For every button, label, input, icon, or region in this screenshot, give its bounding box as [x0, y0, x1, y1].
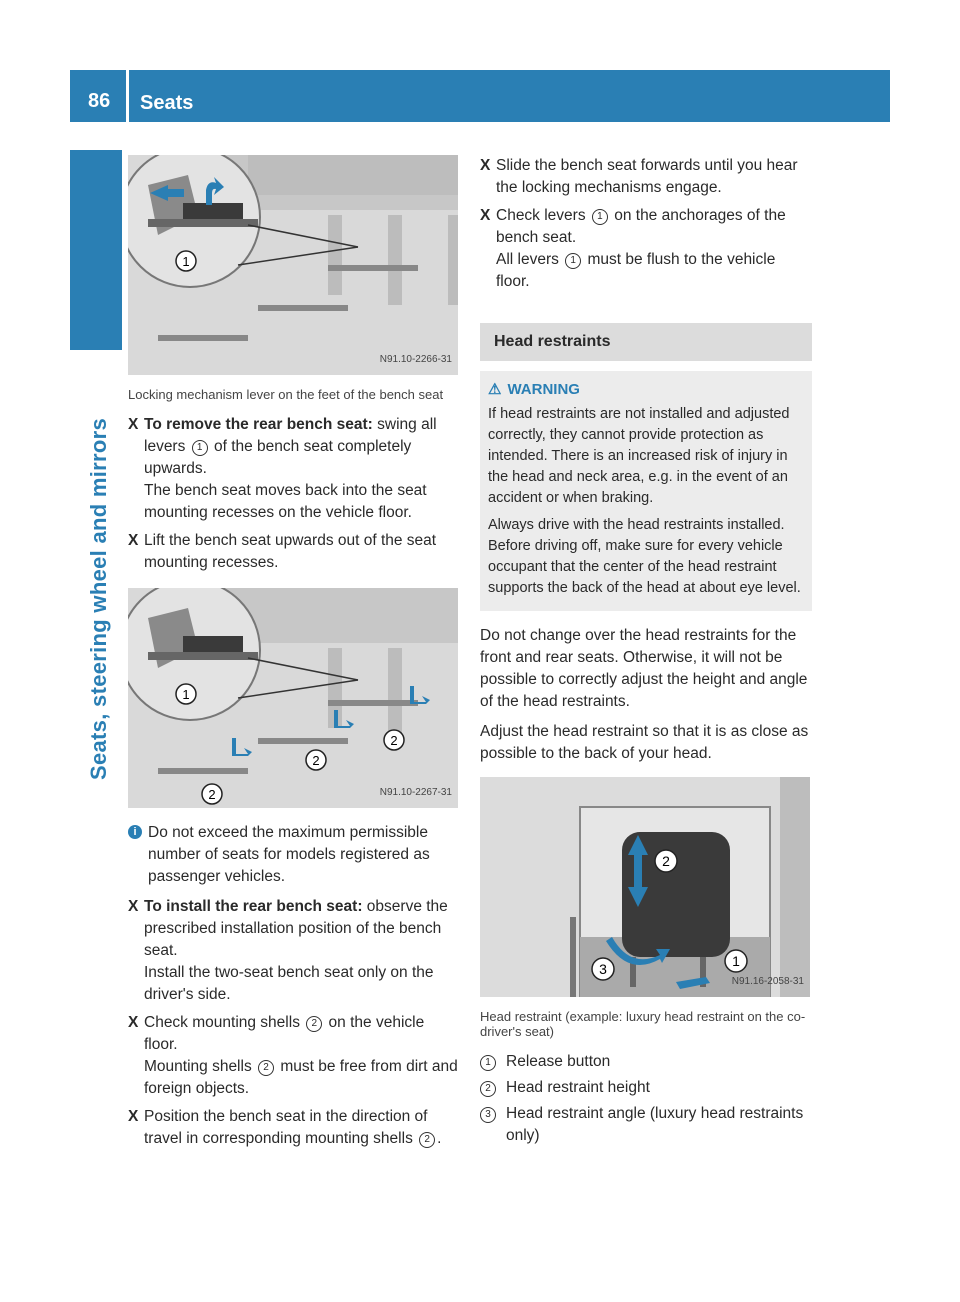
step-text: All levers: [496, 251, 564, 268]
step-text: on the vehicle floor.: [144, 1014, 425, 1053]
callout-1: 1: [732, 953, 740, 969]
legend-number: 3: [480, 1107, 496, 1123]
step-detail: Install the two-seat bench seat only on the driver's side.: [144, 964, 434, 1003]
step-lift-bench: [128, 530, 460, 574]
warning-icon: ⚠: [488, 381, 502, 398]
step-check-levers: [480, 205, 812, 293]
step-position-bench: [128, 1106, 460, 1150]
legend-text: Release button: [506, 1053, 611, 1070]
legend-text: Head restraint height: [506, 1079, 650, 1096]
callout-legend: [480, 1051, 812, 1147]
step-marker: X: [128, 1014, 139, 1031]
step-text: observe the prescribed installation position of the bench seat.: [144, 898, 448, 959]
step-bold-label: To remove the rear bench seat:: [144, 416, 373, 433]
step-text: Lift the bench seat upwards out of the seat mounting recesses.: [144, 532, 437, 571]
callout-2: 2: [208, 787, 216, 802]
step-text: swing all levers: [144, 416, 437, 455]
step-bold-label: To install the rear bench seat:: [144, 898, 363, 915]
note-text: Do not exceed the maximum permissible number of seats for models registered as passenger vehicles.: [148, 824, 430, 885]
paragraph: Do not change over the head restraints for the front and rear seats. Otherwise, it will not be possible to correctly adjust the height and angle of the head restraints.: [480, 627, 808, 710]
legend-number: 1: [480, 1055, 496, 1071]
step-text: Position the bench seat in the direction of travel in corresponding mounting shells: [144, 1108, 428, 1147]
step-marker: X: [128, 898, 139, 915]
step-install-bench: [128, 896, 460, 1006]
step-text: must be free from dirt and foreign objects.: [144, 1058, 458, 1097]
step-detail: [144, 1056, 460, 1100]
callout-3: 3: [599, 961, 607, 977]
legend-item: [480, 1103, 812, 1147]
legend-item: [480, 1051, 812, 1073]
step-remove-bench: [128, 414, 460, 524]
step-marker: X: [128, 416, 139, 433]
callout-2: 2: [258, 1060, 274, 1076]
figure-code: N91.10-2266-31: [379, 354, 452, 365]
step-text: .: [437, 1130, 442, 1147]
step-text: Check mounting shells: [144, 1014, 305, 1031]
legend-number: 2: [480, 1081, 496, 1097]
head-restraint-image: [480, 777, 810, 997]
chapter-tab: [70, 150, 122, 350]
paragraph: Adjust the head restraint so that it is as close as possible to the back of your head.: [480, 723, 809, 762]
head-restraint-illustration: [480, 777, 810, 997]
callout-2: 2: [419, 1132, 435, 1148]
page-header: [70, 70, 890, 122]
callout-1: 1: [592, 209, 608, 225]
figure-caption: Locking mechanism lever on the feet of the bench seat: [128, 387, 444, 402]
step-marker: X: [480, 207, 491, 224]
section-title: Seats: [140, 92, 194, 114]
info-icon: i: [128, 825, 142, 839]
callout-2: 2: [306, 1016, 322, 1032]
mounting-shells-illustration: [128, 588, 458, 808]
callout-2: 2: [662, 853, 670, 869]
step-text: on the anchorages of the bench seat.: [496, 207, 786, 246]
step-marker: X: [480, 157, 491, 174]
callout-1: 1: [192, 440, 208, 456]
callout-1: 1: [565, 253, 581, 269]
callout-2: 2: [390, 733, 398, 748]
step-text: Slide the bench seat forwards until you hear the locking mechanisms engage.: [496, 157, 798, 196]
legend-item: [480, 1077, 812, 1099]
step-text: Mounting shells: [144, 1058, 257, 1075]
mounting-shells-image: [128, 588, 458, 808]
callout-2: 2: [312, 753, 320, 768]
step-marker: X: [128, 532, 139, 549]
warning-box: [480, 371, 812, 611]
warning-title: WARNING: [507, 381, 580, 398]
callout-1: 1: [182, 687, 190, 702]
legend-text: Head restraint angle (luxury head restraints only): [506, 1105, 804, 1144]
page-number: 86: [88, 90, 111, 112]
bench-seat-lever-illustration: [128, 155, 458, 375]
figure-code: N91.10-2267-31: [379, 787, 452, 798]
left-column: [128, 155, 460, 1156]
callout-1: 1: [182, 254, 190, 269]
step-text: of the bench seat completely upwards.: [144, 438, 412, 477]
warning-header: [488, 379, 804, 400]
step-check-shells: [128, 1012, 460, 1100]
info-note: [128, 822, 460, 888]
right-column: [480, 155, 812, 1151]
figure-caption: Head restraint (example: luxury head restraint on the co-driver's seat): [480, 1009, 806, 1039]
step-text: Check levers: [496, 207, 590, 224]
step-marker: X: [128, 1108, 139, 1125]
step-result: The bench seat moves back into the seat mounting recesses on the vehicle floor.: [144, 482, 427, 521]
warning-text: Always drive with the head restraints installed. Before driving off, make sure for every vehicle occupant that the center of the head restraint supports the back of the head at about eye level.: [488, 517, 801, 596]
step-detail: [496, 249, 812, 293]
step-slide-bench: [480, 155, 812, 199]
header-divider: [126, 70, 129, 122]
warning-text: If head restraints are not installed and adjusted correctly, they cannot provide protection as intended. There is an increased risk of injury in the head and neck area, e.g. in the event of an accident or when braking.: [488, 406, 790, 506]
step-text: must be flush to the vehicle floor.: [496, 251, 776, 290]
figure-code: N91.16-2058-31: [731, 976, 804, 987]
chapter-title: Seats, steering wheel and mirrors: [86, 417, 111, 780]
section-heading: Head restraints: [480, 323, 812, 361]
bench-seat-lever-image: [128, 155, 458, 375]
